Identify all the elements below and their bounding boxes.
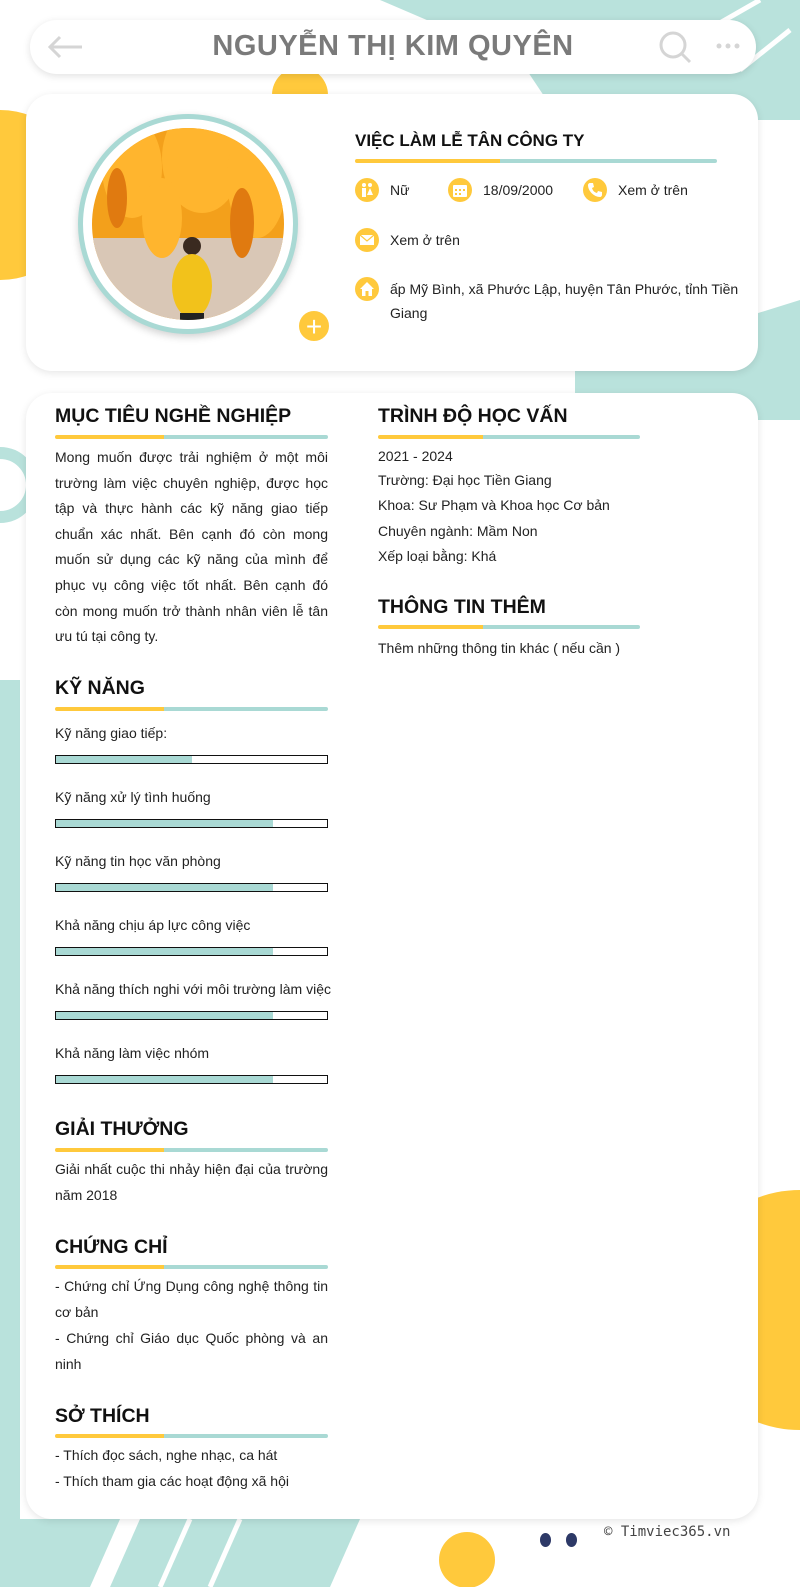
gender-value: Nữ bbox=[390, 182, 410, 198]
skills-underline bbox=[55, 707, 328, 711]
skill-fill bbox=[56, 948, 273, 955]
skill-fill bbox=[56, 1076, 273, 1083]
skill-label: Khả năng làm việc nhóm bbox=[55, 1045, 210, 1061]
awards-title: GIẢI THƯỞNG bbox=[55, 1118, 189, 1140]
email-value: Xem ở trên bbox=[390, 232, 460, 248]
more-options-icon[interactable] bbox=[714, 36, 742, 56]
address-line-1: ấp Mỹ Bình, xã Phước Lập, huyện Tân Phước, tỉnh Tiền bbox=[390, 281, 739, 297]
skill-bar bbox=[55, 1011, 328, 1020]
education-title: TRÌNH ĐỘ HỌC VẤN bbox=[378, 405, 568, 427]
certificate-item: - Chứng chỉ Ứng Dụng công nghệ thông tin cơ bản bbox=[55, 1278, 328, 1320]
email-icon bbox=[355, 228, 379, 252]
home-icon bbox=[355, 277, 379, 301]
skill-label: Khả năng chịu áp lực công việc bbox=[55, 917, 251, 933]
skill-fill bbox=[56, 884, 273, 891]
skill-label: Khả năng thích nghi với môi trường làm việc bbox=[55, 981, 331, 997]
certificates-title: CHỨNG CHỈ bbox=[55, 1236, 168, 1258]
education-grade: Xếp loại bằng: Khá bbox=[378, 548, 497, 564]
extra-info-underline bbox=[378, 625, 640, 629]
objective-title: MỤC TIÊU NGHỀ NGHIỆP bbox=[55, 405, 292, 427]
education-major: Chuyên ngành: Mầm Non bbox=[378, 523, 538, 539]
hobby-item: - Thích đọc sách, nghe nhạc, ca hát bbox=[55, 1447, 278, 1463]
objective-text: Mong muốn được trải nghiệm ở một môi trường làm việc chuyên nghiệp, được học tập và thực hành các kỹ năng giao tiếp chuẩn xác nhất. Bên cạnh đó còn mong muốn sử dụng các kỹ năng của mình để phục vụ công việc tốt nhất. Bên cạnh đó còn mong muốn trở thành nhân viên lễ tân ưu tú tại công ty. bbox=[55, 449, 328, 645]
certificates-underline bbox=[55, 1265, 328, 1269]
page-title: NGUYỄN THỊ KIM QUYÊN bbox=[212, 30, 574, 62]
education-faculty: Khoa: Sư Phạm và Khoa học Cơ bản bbox=[378, 497, 610, 513]
skill-fill bbox=[56, 756, 192, 763]
extra-info-title: THÔNG TIN THÊM bbox=[378, 596, 546, 618]
address-line-2: Giang bbox=[390, 305, 428, 321]
skill-fill bbox=[56, 820, 273, 827]
awards-underline bbox=[55, 1148, 328, 1152]
search-icon[interactable] bbox=[658, 30, 692, 64]
skill-fill bbox=[56, 1012, 273, 1019]
skill-bar bbox=[55, 819, 328, 828]
job-title: VIỆC LÀM LỄ TÂN CÔNG TY bbox=[355, 131, 585, 150]
birthday-value: 18/09/2000 bbox=[483, 182, 554, 198]
education-school: Trường: Đại học Tiền Giang bbox=[378, 472, 552, 488]
back-arrow-icon[interactable] bbox=[46, 32, 86, 62]
education-underline bbox=[378, 435, 640, 439]
phone-icon bbox=[583, 178, 607, 202]
certificate-item: - Chứng chỉ Giáo dục Quốc phòng và an ninh bbox=[55, 1330, 328, 1372]
profile-card bbox=[26, 94, 758, 371]
add-photo-button[interactable]: + bbox=[297, 309, 331, 343]
skills-title: KỸ NĂNG bbox=[55, 677, 145, 699]
skill-bar bbox=[55, 947, 328, 956]
hobbies-title: SỞ THÍCH bbox=[55, 1405, 150, 1427]
awards-text: Giải nhất cuộc thi nhảy hiện đại của trường năm 2018 bbox=[55, 1161, 328, 1203]
skill-bar bbox=[55, 755, 328, 764]
phone-value: Xem ở trên bbox=[618, 182, 688, 198]
main-card bbox=[26, 393, 758, 1519]
skill-label: Kỹ năng tin học văn phòng bbox=[55, 853, 221, 869]
gender-icon bbox=[355, 178, 379, 202]
hobbies-underline bbox=[55, 1434, 328, 1438]
footer-brand: © Timviec365.vn bbox=[604, 1524, 731, 1540]
calendar-icon bbox=[448, 178, 472, 202]
header-bar bbox=[30, 20, 756, 74]
objective-underline bbox=[55, 435, 328, 439]
job-title-underline bbox=[355, 159, 717, 163]
hobby-item: - Thích tham gia các hoạt động xã hội bbox=[55, 1473, 289, 1489]
skill-label: Kỹ năng xử lý tình huống bbox=[55, 789, 211, 805]
education-period: 2021 - 2024 bbox=[378, 448, 453, 464]
skill-bar bbox=[55, 1075, 328, 1084]
footer-dot bbox=[540, 1533, 551, 1547]
avatar-photo bbox=[92, 128, 284, 320]
extra-info-text: Thêm những thông tin khác ( nếu cần ) bbox=[378, 640, 621, 656]
skill-bar bbox=[55, 883, 328, 892]
avatar bbox=[78, 114, 323, 342]
footer-dot bbox=[566, 1533, 577, 1547]
skill-label: Kỹ năng giao tiếp: bbox=[55, 725, 168, 741]
